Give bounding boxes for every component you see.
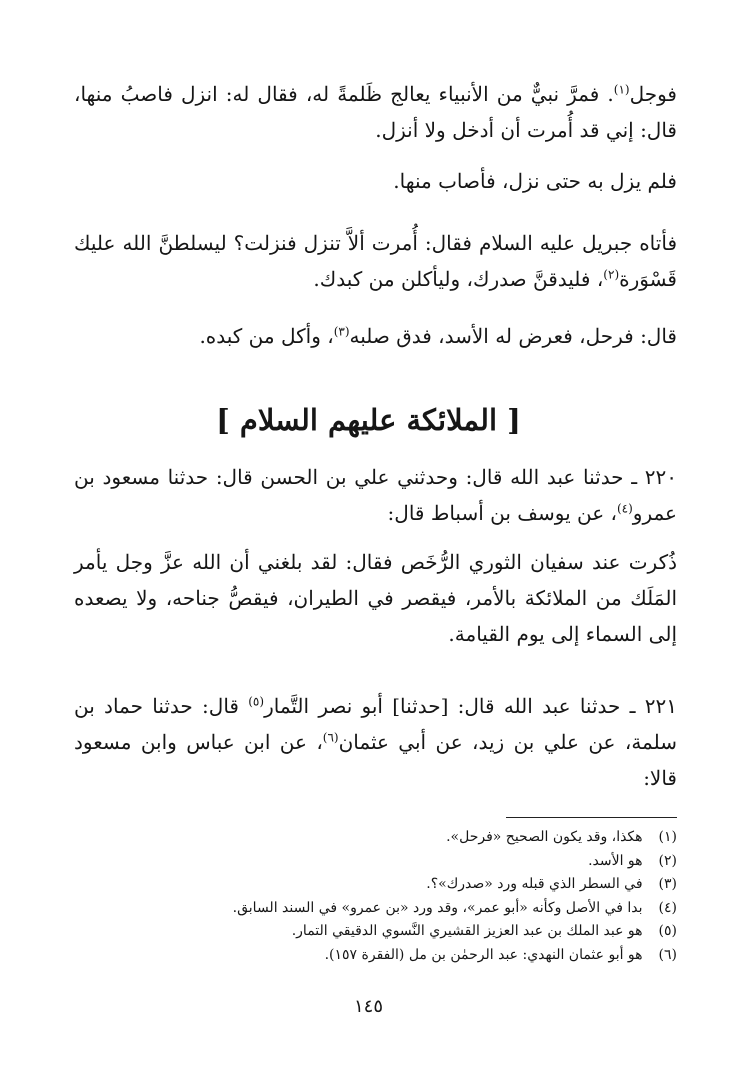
footnote-text: بدا في الأصل وكأنه «أبو عمر»، وقد ورد «بن عمرو» في السند السابق. <box>232 899 643 916</box>
paragraph-7-text-end: ، عن ابن عباس وابن مسعود قالا: <box>74 730 677 790</box>
footnote-ref-4: (٤) <box>616 501 633 516</box>
paragraph-2 <box>74 163 677 199</box>
footnote-number: (٣) <box>658 876 677 892</box>
paragraph-7-text-start: ٢٢١ ـ حدثنا عبد الله قال: [حدثنا] أبو نصر التَّمار <box>264 694 677 718</box>
paragraph-2-text: فلم يزل به حتى نزل، فأصاب منها. <box>393 169 677 193</box>
paragraph-1-text-start: فوجل <box>629 82 677 106</box>
section-heading: [ الملائكة عليهم السلام ] <box>216 403 521 437</box>
paragraph-3 <box>74 225 677 297</box>
footnotes-list <box>74 826 677 967</box>
paragraph-6-text: ذُكرت عند سفيان الثوري الرُّخَص فقال: لقد بلغني أن الله عزَّ وجل يأمر المَلَك من الملائكة بالأمر، فيقصر في الطيران، فيقصُّ جناحه، ولا يصعده إلى السماء إلى يوم القيامة. <box>74 550 677 646</box>
paragraph-7-text-middle: قال: حدثنا حماد بن سلمة، عن علي بن زيد، عن أبي عثمان <box>74 694 677 754</box>
footnote-text: هكذا، وقد يكون الصحيح «فرحل». <box>446 829 643 845</box>
footnote-5 <box>74 920 677 944</box>
footnote-separator <box>506 817 677 818</box>
footnote-1 <box>74 826 677 850</box>
footnote-number: (٢) <box>658 852 677 869</box>
footnote-text: هو عبد الملك بن عبد العزيز القشيري النَّسوي الدقيقي التمار. <box>291 923 643 939</box>
paragraph-7 <box>74 688 677 796</box>
footnote-2 <box>74 850 677 874</box>
footnote-number: (٤) <box>658 899 677 916</box>
paragraph-1-text-end: . فمرَّ نبيٌّ من الأنبياء يعالج ظَلمةً له، فقال له: انزل فاصبُ منها، قال: إني قد أُمرت أن أدخل ولا أنزل. <box>74 82 677 142</box>
paragraph-6 <box>74 544 677 652</box>
footnote-number: (٥) <box>658 923 677 939</box>
paragraph-5-text-start: ٢٢٠ ـ حدثنا عبد الله قال: وحدثني علي بن الحسن قال: حدثنا مسعود بن عمرو <box>74 465 678 525</box>
paragraph-4-text-start: قال: فرحل، فعرض له الأسد، فدق صلبه <box>349 324 677 348</box>
footnote-text: في السطر الذي قبله ورد «صدرك»؟. <box>426 876 643 892</box>
paragraph-3-text-start: فأتاه جبريل عليه السلام فقال: أُمرت ألاَّ تنزل فنزلت؟ ليسلطنَّ الله عليك قَسْوَرة <box>74 231 677 291</box>
footnote-number: (١) <box>658 829 677 845</box>
paragraph-5-text-end: ، عن يوسف بن أسباط قال: <box>387 501 617 525</box>
paragraph-5 <box>74 459 677 531</box>
paragraph-4-text-end: ، وأكل من كبده. <box>199 324 334 348</box>
page-number: ١٤٥ <box>353 996 383 1017</box>
footnote-ref-5: (٥) <box>248 694 265 709</box>
footnote-text: هو أبو عثمان النهدي: عبد الرحمٰن بن مل (الفقرة ١٥٧). <box>324 946 643 963</box>
footnote-ref-6: (٦) <box>322 730 339 745</box>
footnote-text: هو الأسد. <box>588 852 643 869</box>
footnote-6 <box>74 944 677 968</box>
footnote-ref-2: (٢) <box>603 267 620 282</box>
footnote-ref-1: (١) <box>613 82 630 97</box>
footnote-4 <box>74 897 677 921</box>
paragraph-3-text-end: ، فليدقنَّ صدرك، وليأكلن من كبدك. <box>313 267 604 291</box>
paragraph-1 <box>74 76 677 148</box>
footnote-ref-3: (٣) <box>333 324 350 339</box>
footnote-number: (٦) <box>658 946 677 963</box>
footnote-3 <box>74 873 677 897</box>
paragraph-4 <box>74 318 677 354</box>
